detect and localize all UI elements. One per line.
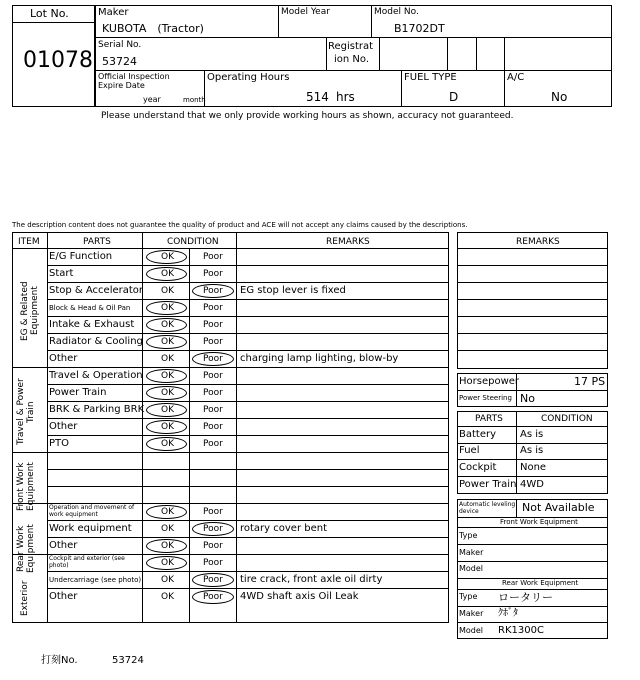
ok-selected-mark bbox=[146, 318, 187, 332]
ok-selected-mark bbox=[146, 250, 187, 264]
lot-label: Lot No. bbox=[30, 7, 69, 20]
row-part-label: Start bbox=[49, 268, 74, 279]
poor-option: Poor bbox=[203, 558, 223, 568]
row-part-label: PTO bbox=[49, 438, 70, 449]
ac-value: No bbox=[551, 90, 568, 104]
ok-selected-mark bbox=[146, 403, 187, 417]
poor-option: Poor bbox=[203, 337, 223, 347]
row-part-label: Stop & Accelerator bbox=[49, 285, 144, 296]
ok-option: OK bbox=[161, 320, 174, 330]
group-front-label: Front Work Equipment bbox=[16, 462, 36, 512]
ac-label: A/C bbox=[507, 72, 525, 83]
front-work-title: Front Work Equipment bbox=[500, 518, 578, 526]
row-part-label: Power Train bbox=[49, 387, 107, 398]
row-part-label: Travel & Operation bbox=[49, 370, 143, 381]
col-condition-header: CONDITION bbox=[167, 237, 219, 247]
row-part-label: Intake & Exhaust bbox=[49, 319, 135, 330]
ok-option: OK bbox=[161, 269, 174, 279]
battery-value: As is bbox=[520, 429, 544, 440]
side-condition-header: CONDITION bbox=[541, 414, 593, 424]
maker-label: Maker bbox=[98, 7, 129, 18]
leveling-label-2: device bbox=[459, 508, 479, 515]
front-model-label: Model bbox=[459, 564, 484, 573]
poor-option: Poor bbox=[203, 541, 223, 551]
row-remark: tire crack, front axle oil dirty bbox=[240, 574, 383, 585]
row-remark: charging lamp lighting, blow-by bbox=[240, 353, 399, 364]
ok-option: OK bbox=[161, 541, 174, 551]
ok-option: OK bbox=[161, 575, 174, 585]
ok-selected-mark bbox=[146, 556, 187, 570]
side-remarks-title: REMARKS bbox=[516, 237, 560, 247]
powertrain-value: 4WD bbox=[520, 479, 544, 490]
row-part-label: Block & Head & Oil Pan bbox=[49, 304, 131, 312]
ok-option: OK bbox=[161, 252, 174, 262]
ok-option: OK bbox=[161, 422, 174, 432]
ok-selected-mark bbox=[146, 267, 187, 281]
rear-model-value: RK1300C bbox=[498, 625, 544, 636]
ok-option: OK bbox=[161, 388, 174, 398]
operating-hours-unit: hrs bbox=[336, 90, 355, 104]
operating-hours-value: 514 bbox=[306, 90, 329, 104]
row-remark: EG stop lever is fixed bbox=[240, 285, 346, 296]
ok-option: OK bbox=[161, 439, 174, 449]
front-maker-label: Maker bbox=[459, 548, 484, 557]
ok-option: OK bbox=[161, 286, 174, 296]
poor-option: Poor bbox=[203, 252, 223, 262]
row-remark: 4WD shaft axis Oil Leak bbox=[240, 591, 359, 602]
inspection-label-2: Expire Date bbox=[98, 81, 145, 90]
ok-selected-mark bbox=[146, 539, 187, 553]
rear-model-label: Model bbox=[459, 626, 484, 635]
poor-option: Poor bbox=[203, 303, 223, 313]
group-eg-label: EG & Related Equipment bbox=[20, 281, 40, 341]
poor-option: Poor bbox=[203, 405, 223, 415]
group-rear-label: Rear Work Equipment bbox=[16, 524, 36, 574]
ok-selected-mark bbox=[146, 420, 187, 434]
serial-value: 53724 bbox=[102, 55, 137, 68]
poor-option: Poor bbox=[203, 524, 223, 534]
stamp-value: 53724 bbox=[112, 655, 144, 666]
fuel-type-value: D bbox=[449, 90, 459, 104]
ok-option: OK bbox=[161, 337, 174, 347]
maker-value: KUBOTA (Tractor) bbox=[102, 22, 204, 35]
ok-option: OK bbox=[161, 507, 174, 517]
ok-option: OK bbox=[161, 405, 174, 415]
poor-selected-mark bbox=[192, 352, 234, 366]
model-year-label: Model Year bbox=[281, 7, 330, 17]
operating-hours-label: Operating Hours bbox=[207, 72, 290, 83]
leveling-label-1: Automatic leveling bbox=[459, 501, 516, 508]
cockpit-label: Cockpit bbox=[459, 462, 497, 473]
rear-type-label: Type bbox=[459, 592, 478, 601]
stamp-label: 打刻No. bbox=[41, 655, 78, 666]
row-part-label: Work equipment bbox=[49, 523, 132, 534]
ok-option: OK bbox=[161, 592, 174, 602]
col-item-header: ITEM bbox=[18, 237, 40, 247]
ok-option: OK bbox=[161, 371, 174, 381]
hours-note: Please understand that we only provide working hours as shown, accuracy not guaranteed. bbox=[101, 111, 514, 121]
powertrain-label: Power Train bbox=[459, 479, 517, 490]
ok-selected-mark bbox=[146, 369, 187, 383]
fuel-type-label: FUEL TYPE bbox=[404, 72, 457, 83]
front-type-label: Type bbox=[459, 531, 478, 540]
poor-selected-mark bbox=[192, 573, 234, 587]
ok-selected-mark bbox=[146, 386, 187, 400]
poor-option: Poor bbox=[203, 371, 223, 381]
poor-option: Poor bbox=[203, 388, 223, 398]
row-part-label: Operation and movement of work equipment bbox=[49, 504, 135, 518]
poor-option: Poor bbox=[203, 507, 223, 517]
registration-label-1: Registrat bbox=[328, 41, 374, 52]
row-part-label: Other bbox=[49, 421, 78, 432]
rear-type-value: ロータリー bbox=[498, 591, 553, 604]
row-part-label: Other bbox=[49, 540, 78, 551]
row-part-label: Cockpit and exterior (see photo) bbox=[49, 555, 125, 569]
group-travel-label: Travel & Power Train bbox=[16, 378, 36, 446]
battery-label: Battery bbox=[459, 429, 497, 440]
poor-option: Poor bbox=[203, 320, 223, 330]
month-label: month bbox=[183, 96, 206, 104]
poor-option: Poor bbox=[203, 422, 223, 432]
poor-option: Poor bbox=[203, 439, 223, 449]
inspection-label-1: Official Inspection bbox=[98, 72, 170, 81]
leveling-value: Not Available bbox=[522, 501, 595, 514]
registration-label-2: ion No. bbox=[334, 54, 370, 65]
poor-option: Poor bbox=[203, 592, 223, 602]
ok-option: OK bbox=[161, 524, 174, 534]
year-label: year bbox=[143, 95, 161, 104]
row-part-label: Radiator & Cooling bbox=[49, 336, 143, 347]
ok-option: OK bbox=[161, 354, 174, 364]
power-steering-value: No bbox=[520, 392, 535, 405]
poor-selected-mark bbox=[192, 590, 234, 604]
ok-option: OK bbox=[161, 303, 174, 313]
ok-selected-mark bbox=[146, 505, 187, 519]
cockpit-value: None bbox=[520, 462, 547, 473]
row-part-label: BRK & Parking BRK bbox=[49, 404, 145, 415]
rear-work-title: Rear Work Equipment bbox=[502, 579, 579, 587]
row-remark: rotary cover bent bbox=[240, 523, 328, 534]
poor-option: Poor bbox=[203, 286, 223, 296]
row-part-label: Other bbox=[49, 591, 78, 602]
side-parts-header: PARTS bbox=[475, 414, 503, 424]
poor-option: Poor bbox=[203, 354, 223, 364]
col-parts-header: PARTS bbox=[83, 237, 111, 247]
col-remarks-header: REMARKS bbox=[326, 237, 370, 247]
poor-selected-mark bbox=[192, 522, 234, 536]
horsepower-value: 17 PS bbox=[574, 375, 606, 388]
row-part-label: Other bbox=[49, 353, 78, 364]
rear-maker-label: Maker bbox=[459, 609, 484, 618]
fuel-value: As is bbox=[520, 445, 544, 456]
poor-option: Poor bbox=[203, 575, 223, 585]
ok-option: OK bbox=[161, 558, 174, 568]
poor-selected-mark bbox=[192, 284, 234, 298]
model-no-value: B1702DT bbox=[394, 22, 445, 35]
ok-selected-mark bbox=[146, 301, 187, 315]
disclaimer: The description content does not guarantee the quality of product and ACE will not accept any claims caused by the descriptions. bbox=[12, 221, 468, 229]
horsepower-label: Horsepower bbox=[459, 376, 520, 387]
fuel-label: Fuel bbox=[459, 445, 480, 456]
ok-selected-mark bbox=[146, 437, 187, 451]
poor-option: Poor bbox=[203, 269, 223, 279]
ok-selected-mark bbox=[146, 335, 187, 349]
row-part-label: Undercarriage (see photo) bbox=[49, 576, 142, 584]
power-steering-label: Power Steering bbox=[459, 394, 512, 402]
lot-number: 01078 bbox=[23, 48, 93, 73]
row-part-label: E/G Function bbox=[49, 251, 113, 262]
rear-maker-value: ｸﾎﾞﾀ bbox=[498, 608, 518, 619]
model-no-label: Model No. bbox=[374, 7, 419, 17]
serial-label: Serial No. bbox=[98, 40, 142, 50]
group-exterior-label: Exterior bbox=[20, 580, 30, 616]
